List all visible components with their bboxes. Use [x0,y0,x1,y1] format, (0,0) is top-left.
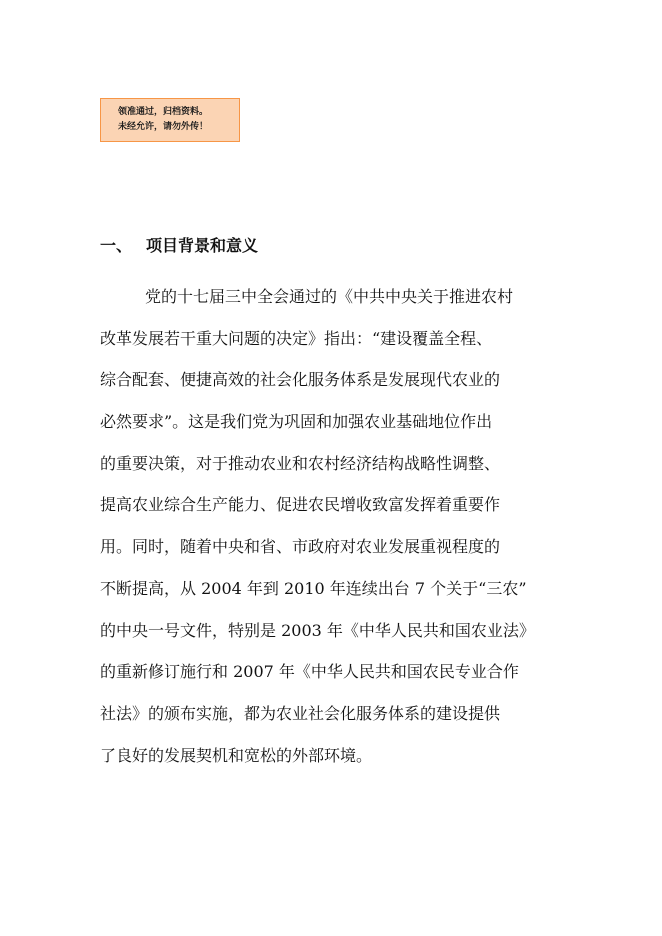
confidential-notice-box [100,98,240,142]
section-number: 一、 [100,236,133,255]
paragraph-line: 用。同时，随着中央和省、市政府对农业发展重视程度的 [100,537,501,557]
paragraph-line: 党的十七届三中全会通过的《中共中央关于推进农村 [145,287,514,306]
paragraph-line: 社法》的颁布实施，都为农业社会化服务体系的建设提供 [100,703,501,723]
paragraph-line: 改革发展若干重大问题的决定》指出：“建设覆盖全程、 [100,328,493,348]
paragraph-line: 不断提高，从 2004 年到 2010 年连续出台 7 个关于“三农” [100,578,527,598]
notice-line-2: 未经允许，请勿外传！ [118,122,209,132]
paragraph-line: 的中央一号文件，特别是 2003 年《中华人民共和国农业法》 [100,620,535,640]
paragraph-line: 必然要求”。这是我们党为巩固和加强农业基础地位作出 [100,412,493,432]
paragraph-line: 的重要决策，对于推动农业和农村经济结构战略性调整、 [100,453,501,473]
paragraph-line: 的重新修订施行和 2007 年《中华人民共和国农民专业合作 [100,662,519,682]
section-heading [100,234,258,258]
notice-line-1: 领准通过，归档资料。 [118,107,209,117]
paragraph-line: 提高农业综合生产能力、促进农民增收致富发挥着重要作 [100,495,501,515]
section-title: 项目背景和意义 [146,236,259,255]
body-paragraph [100,276,570,776]
paragraph-line: 了良好的发展契机和宽松的外部环境。 [100,745,373,765]
paragraph-line: 综合配套、便捷高效的社会化服务体系是发展现代农业的 [100,370,501,390]
